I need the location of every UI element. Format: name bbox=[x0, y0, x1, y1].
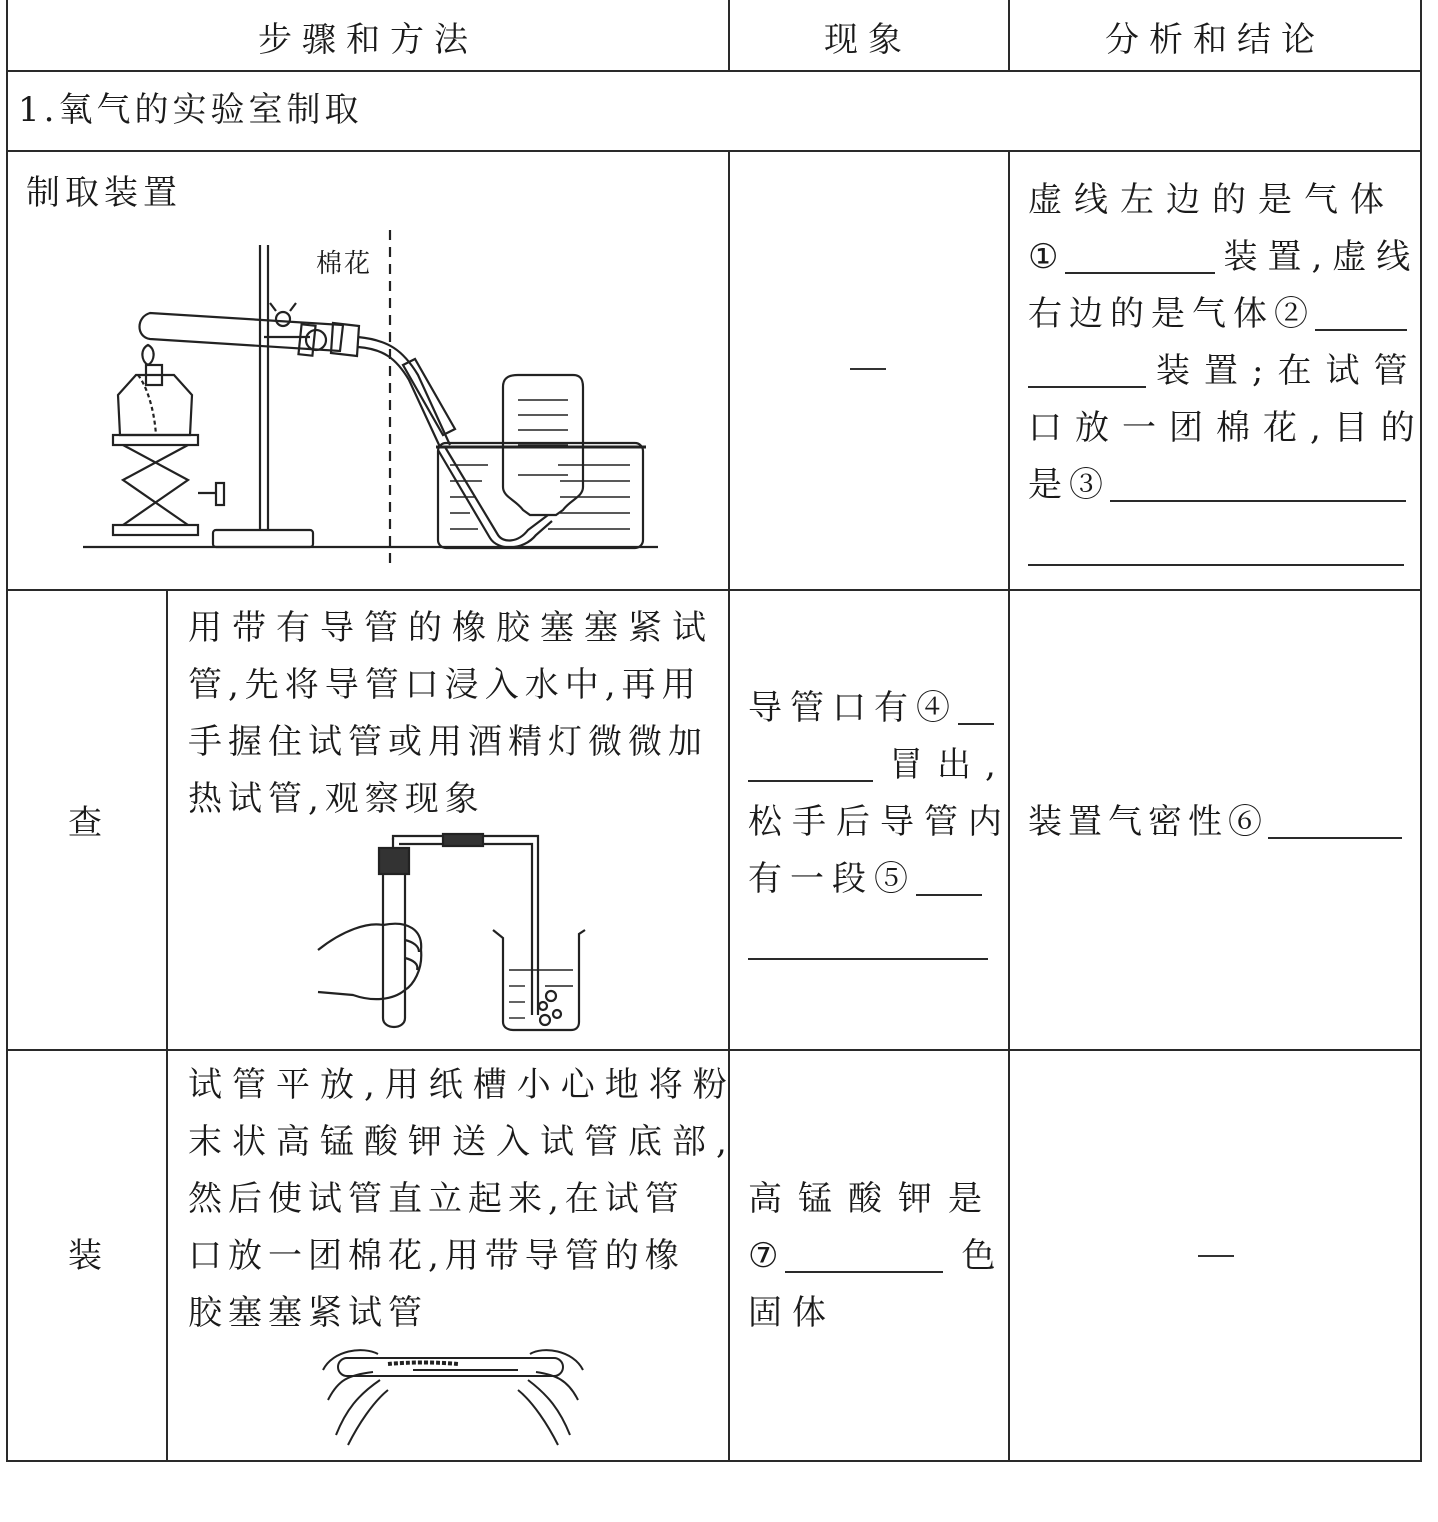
load-phen-line3: 固体 bbox=[748, 1293, 836, 1333]
setup-analysis-line3 bbox=[1028, 286, 1407, 343]
answer-blank-6[interactable] bbox=[1268, 803, 1402, 839]
cotton-label: 棉花 bbox=[316, 249, 373, 279]
section-title: 1.氧气的实验室制取 bbox=[18, 90, 363, 130]
setup-analysis-line2 bbox=[1028, 229, 1420, 286]
setup-analysis-line4 bbox=[1028, 343, 1421, 400]
load-steps-line2: 末状高锰酸钾送入试管底部, bbox=[188, 1122, 737, 1162]
check-phen-line3: 松手后导管内 bbox=[748, 802, 1012, 842]
answer-blank-4[interactable] bbox=[958, 689, 994, 725]
header-analysis: 分析和结论 bbox=[1105, 20, 1325, 60]
column-divider bbox=[728, 150, 730, 1462]
load-phen-text: 色 bbox=[961, 1236, 1003, 1276]
answer-blank-7[interactable] bbox=[785, 1237, 943, 1273]
check-phen-text: 有一段⑤ bbox=[748, 859, 916, 899]
check-label: 查 bbox=[68, 803, 109, 843]
setup-phenomenon-dash bbox=[850, 368, 886, 370]
load-label: 装 bbox=[68, 1236, 109, 1276]
setup-analysis-text: 是③ bbox=[1028, 465, 1110, 505]
answer-blank-4b[interactable] bbox=[748, 746, 873, 782]
check-phen-text: 冒出, bbox=[889, 745, 1010, 785]
check-analysis-text: 装置气密性⑥ bbox=[1028, 802, 1268, 842]
loading-powder-figure bbox=[318, 1340, 588, 1454]
airtightness-figure bbox=[313, 830, 593, 1039]
setup-label: 制取装置 bbox=[26, 173, 182, 213]
answer-blank-3b[interactable] bbox=[1028, 530, 1404, 566]
check-steps-line2: 管,先将导管口浸入水中,再用 bbox=[188, 665, 702, 705]
experiment-table bbox=[6, 0, 1428, 1462]
answer-blank-5b[interactable] bbox=[748, 924, 988, 960]
column-divider bbox=[166, 589, 168, 1462]
check-phen-line4 bbox=[748, 851, 982, 908]
row-divider bbox=[8, 70, 1420, 72]
setup-analysis-line6 bbox=[1028, 457, 1406, 514]
answer-blank-2b[interactable] bbox=[1028, 352, 1146, 388]
check-steps-line4: 热试管,观察现象 bbox=[188, 779, 485, 819]
setup-analysis-text: 装置;在试管 bbox=[1156, 351, 1422, 391]
answer-blank-2[interactable] bbox=[1315, 295, 1407, 331]
load-analysis-dash bbox=[1198, 1255, 1234, 1257]
check-analysis bbox=[1028, 794, 1402, 851]
load-phen-line1: 高锰酸钾是 bbox=[748, 1179, 998, 1219]
header-phenomenon: 现象 bbox=[824, 20, 912, 60]
check-steps-line3: 手握住试管或用酒精灯微微加 bbox=[188, 722, 708, 762]
oxygen-setup-figure bbox=[78, 225, 668, 574]
setup-analysis-text: 装置,虚线 bbox=[1223, 237, 1421, 277]
setup-analysis-line1: 虚线左边的是气体 bbox=[1028, 180, 1396, 220]
blank-marker-7: ⑦ bbox=[748, 1236, 786, 1276]
row-divider bbox=[8, 150, 1420, 152]
row-divider bbox=[8, 1049, 1420, 1051]
load-steps-line1: 试管平放,用纸槽小心地将粉 bbox=[188, 1065, 737, 1105]
setup-analysis-line5: 口放一团棉花,目的 bbox=[1028, 408, 1428, 448]
load-steps-line5: 胶塞塞紧试管 bbox=[188, 1293, 428, 1333]
header-steps: 步骤和方法 bbox=[258, 20, 478, 60]
load-steps-line4: 口放一团棉花,用带导管的橡 bbox=[188, 1236, 685, 1276]
check-steps-line1: 用带有导管的橡胶塞塞紧试 bbox=[188, 608, 716, 648]
check-phen-line2 bbox=[748, 737, 1010, 794]
setup-analysis-text: 右边的是气体② bbox=[1028, 294, 1315, 334]
answer-blank-5[interactable] bbox=[916, 860, 982, 896]
load-phen-line2 bbox=[748, 1228, 1002, 1285]
answer-blank-3[interactable] bbox=[1110, 466, 1406, 502]
check-phen-text: 导管口有④ bbox=[748, 688, 958, 728]
check-phen-line1 bbox=[748, 680, 994, 737]
row-divider bbox=[8, 589, 1420, 591]
answer-blank-1[interactable] bbox=[1065, 238, 1215, 274]
load-steps-line3: 然后使试管直立起来,在试管 bbox=[188, 1179, 685, 1219]
blank-marker-1: ① bbox=[1028, 237, 1066, 277]
